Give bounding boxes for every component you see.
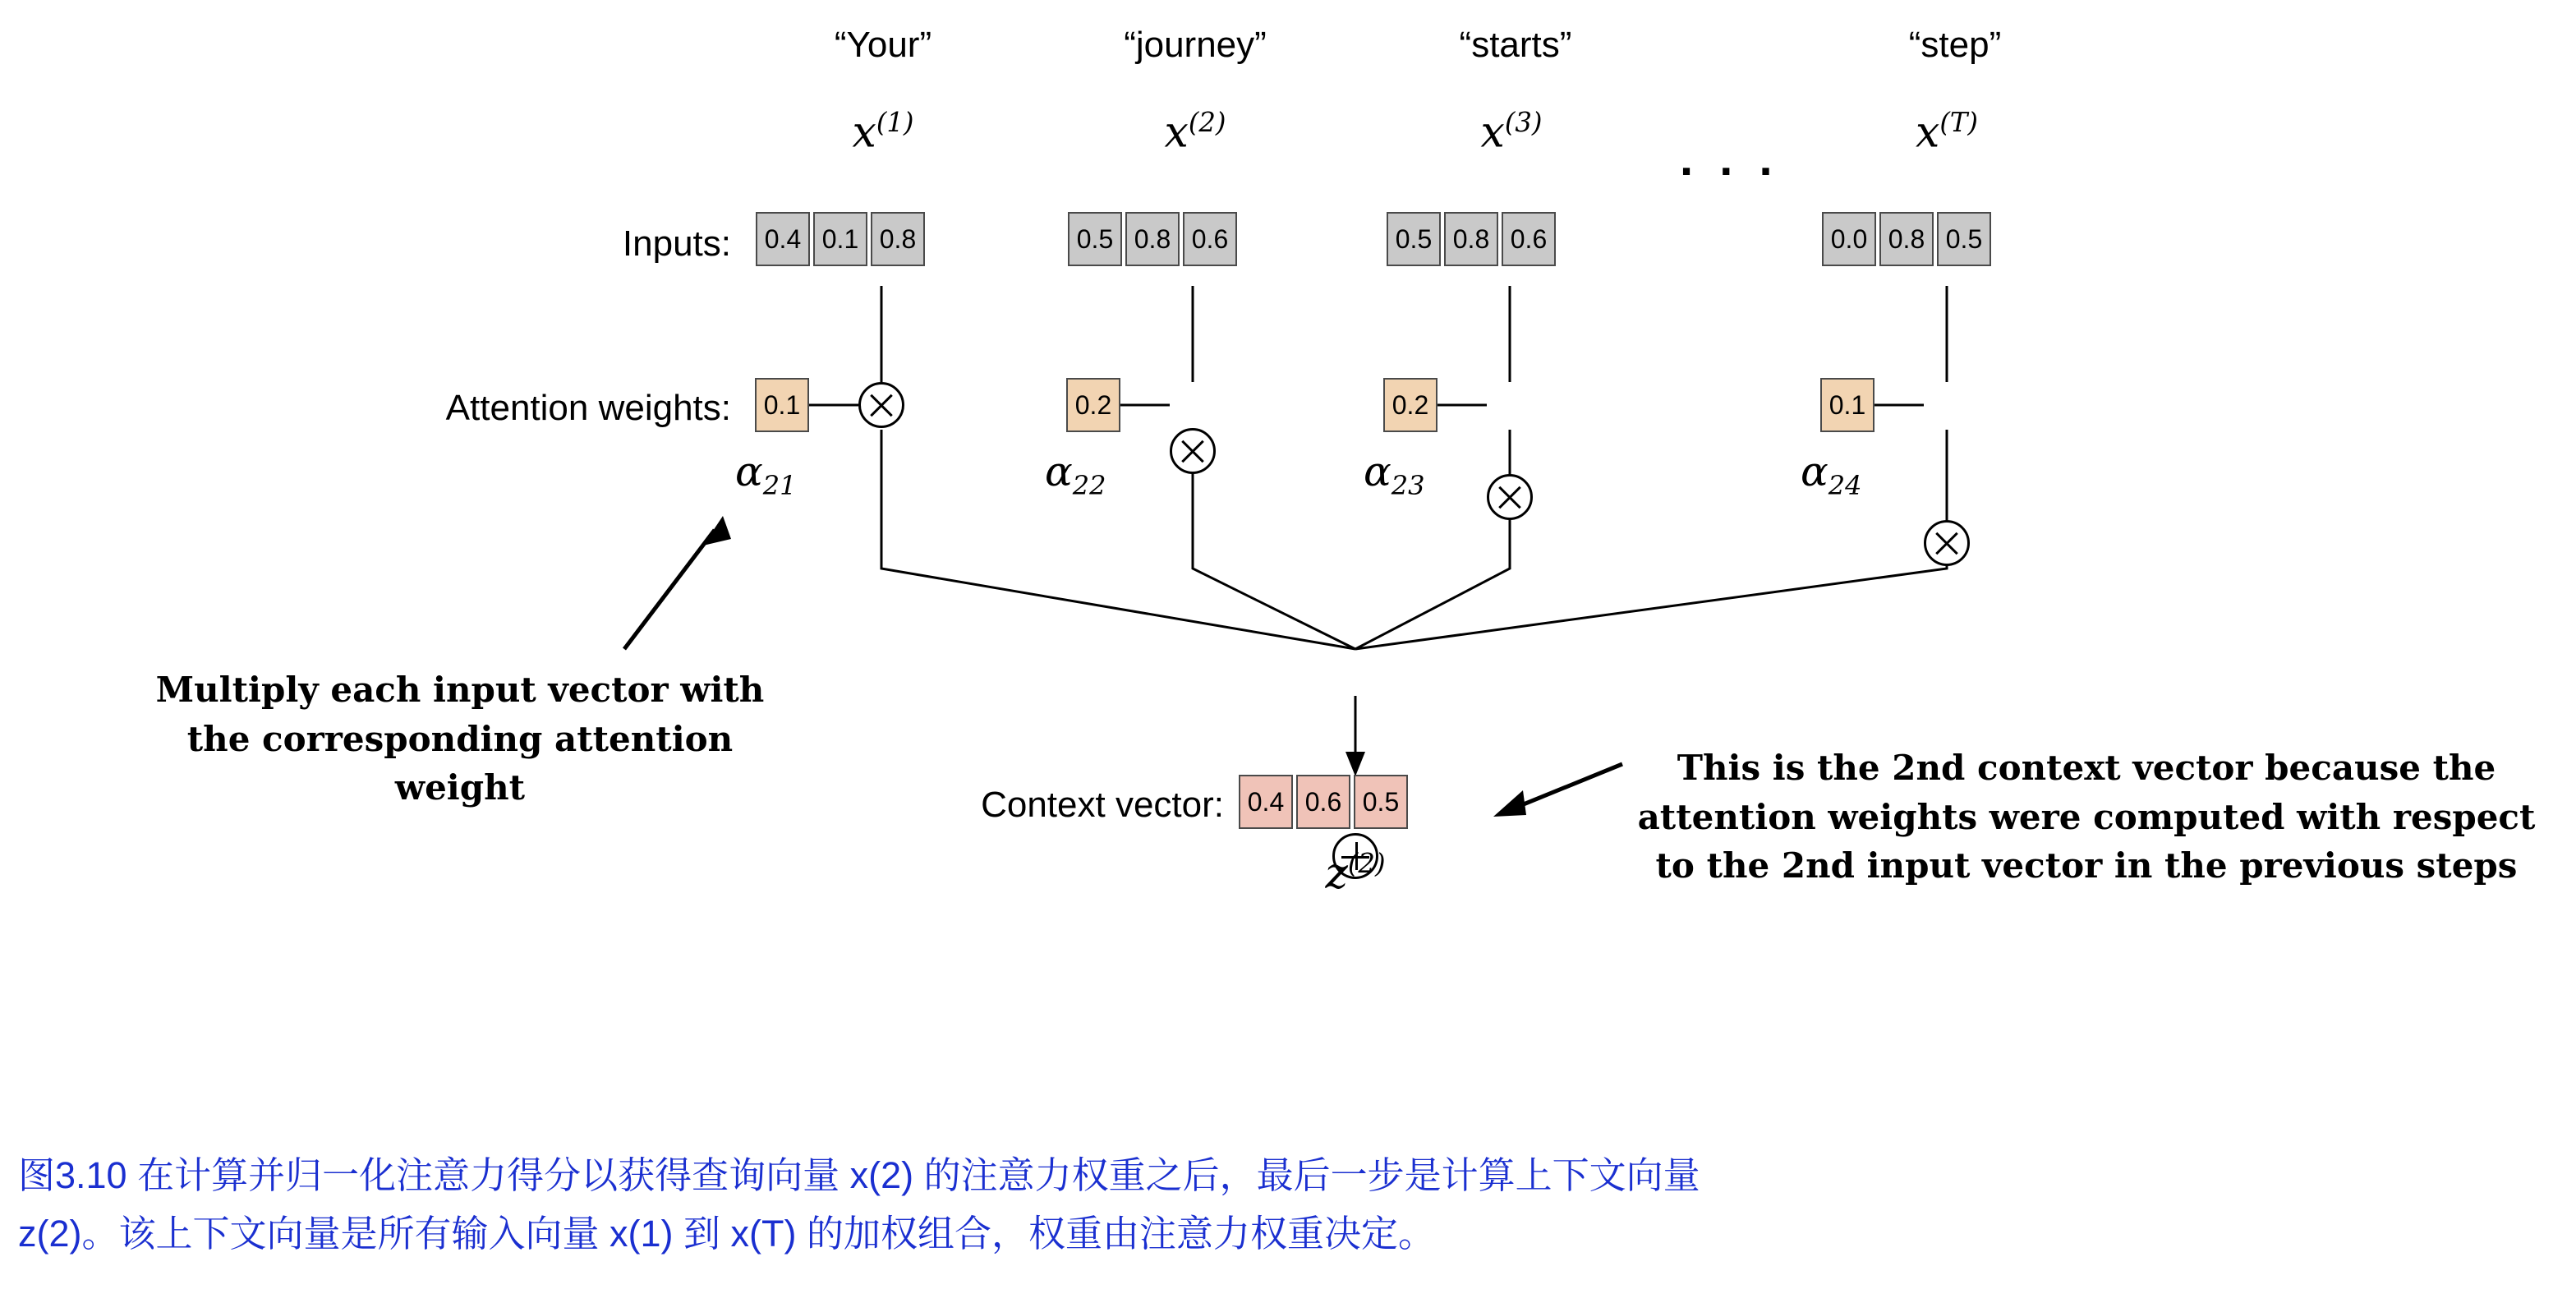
vector-label-3-sup: (3) (1504, 107, 1543, 138)
alpha-subscript: 24 (1828, 470, 1862, 501)
word-label-2: “journey” (1124, 25, 1267, 65)
input-vector-4 (1822, 212, 1991, 266)
context-vector-label-sup: (2) (1347, 848, 1386, 879)
word-label-3: “starts” (1459, 25, 1572, 65)
alpha-subscript: 22 (1072, 470, 1106, 501)
vector-label-2-sup: (2) (1188, 107, 1226, 138)
alpha-subscript: 23 (1391, 470, 1425, 501)
left-annotation-note: Multiply each input vector with the corresponding attention weight (155, 670, 765, 808)
word-label-1: “Your” (834, 25, 932, 65)
multiply-icon (1487, 474, 1533, 520)
attention-weights-row-label: Attention weights: (445, 388, 731, 428)
alpha-label-3 (1364, 448, 1424, 501)
alpha-symbol: α (1045, 448, 1073, 495)
vector-label-1 (789, 107, 978, 157)
alpha-symbol: α (1801, 448, 1828, 495)
input-cell: 0.5 (1068, 212, 1122, 266)
vector-label-3 (1417, 107, 1606, 157)
attention-weight-cell-3: 0.2 (1383, 378, 1438, 432)
input-cell: 0.5 (1937, 212, 1991, 266)
vector-label-4-base: x (1916, 108, 1940, 158)
multiply-icon (1924, 520, 1970, 566)
input-cell: 0.6 (1183, 212, 1237, 266)
context-vector-label (1265, 848, 1446, 898)
vector-label-4 (1852, 107, 2041, 157)
vector-label-4-sup: (T) (1939, 107, 1978, 138)
input-cell: 0.8 (1125, 212, 1180, 266)
context-cell: 0.4 (1239, 775, 1293, 829)
context-cell: 0.6 (1296, 775, 1350, 829)
vector-label-2-base: x (1164, 108, 1189, 158)
ellipsis-label: . . . (1680, 132, 1779, 186)
figure-caption (18, 1146, 2564, 1263)
caption-line-1: 图3.10 在计算并归一化注意力得分以获得查询向量 x(2) 的注意力权重之后，最后一步是计算上下文向量 (18, 1154, 1700, 1196)
input-cell: 0.0 (1822, 212, 1876, 266)
right-annotation-note: This is the 2nd context vector because the attention weights were computed with respect to the 2nd input vector in the previous steps (1637, 748, 2536, 886)
input-vector-1 (756, 212, 925, 266)
input-vector-3 (1387, 212, 1556, 266)
input-vector-2 (1068, 212, 1237, 266)
multiply-icon (1170, 428, 1216, 474)
vector-label-3-base: x (1480, 108, 1505, 158)
vector-label-2 (1101, 107, 1290, 157)
attention-weight-cell-2: 0.2 (1066, 378, 1120, 432)
alpha-symbol: α (735, 448, 763, 495)
vector-label-1-sup: (1) (876, 107, 914, 138)
input-cell: 0.8 (1879, 212, 1934, 266)
input-cell: 0.1 (813, 212, 867, 266)
attention-weight-cell-1: 0.1 (755, 378, 809, 432)
alpha-label-2 (1045, 448, 1106, 501)
context-vector-values (1239, 775, 1408, 829)
input-cell: 0.5 (1387, 212, 1441, 266)
context-vector-label-base: z (1325, 849, 1348, 899)
alpha-label-1 (735, 448, 796, 501)
input-cell: 0.6 (1502, 212, 1556, 266)
attention-weight-cell-4: 0.1 (1820, 378, 1874, 432)
input-cell: 0.4 (756, 212, 810, 266)
word-label-4: “step” (1908, 25, 2002, 65)
inputs-row-label: Inputs: (622, 223, 731, 264)
alpha-label-4 (1801, 448, 1861, 501)
input-cell: 0.8 (871, 212, 925, 266)
vector-label-1-base: x (852, 108, 876, 158)
alpha-symbol: α (1364, 448, 1392, 495)
context-vector-row-label: Context vector: (981, 785, 1224, 825)
multiply-icon (858, 382, 904, 428)
input-cell: 0.8 (1444, 212, 1498, 266)
caption-line-2: z(2)。该上下文向量是所有输入向量 x(1) 到 x(T) 的加权组合，权重由注意力权重决定。 (18, 1213, 1435, 1255)
alpha-subscript: 21 (762, 470, 797, 501)
context-cell: 0.5 (1354, 775, 1408, 829)
